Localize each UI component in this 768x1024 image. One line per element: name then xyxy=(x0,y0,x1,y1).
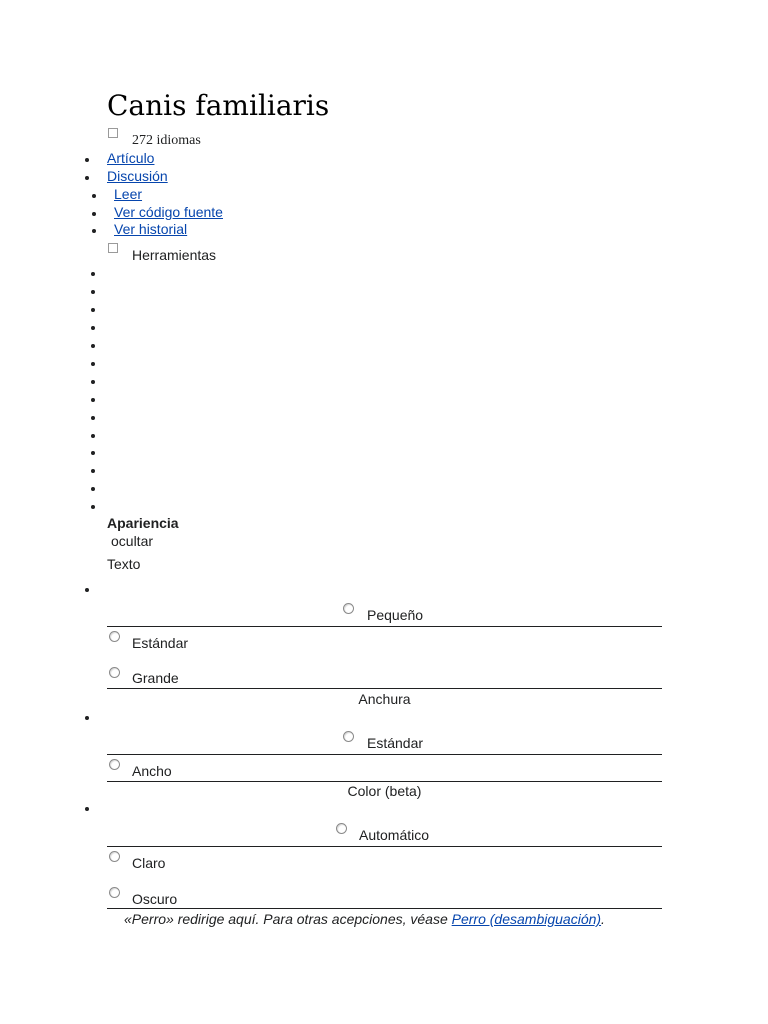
tools-list-item xyxy=(91,290,95,294)
text-size-standard-radio[interactable] xyxy=(109,631,120,642)
languages-checkbox[interactable] xyxy=(108,128,118,138)
text-size-small-radio[interactable] xyxy=(343,603,354,614)
color-light-radio[interactable] xyxy=(109,851,120,862)
bullet xyxy=(92,194,96,198)
divider xyxy=(107,846,662,847)
text-size-heading: Texto xyxy=(107,556,141,572)
tools-list-item xyxy=(91,380,95,384)
color-heading: Color (beta) xyxy=(347,783,422,799)
color-dark-label[interactable]: Oscuro xyxy=(132,891,178,907)
tools-list-item xyxy=(91,308,95,312)
bullet xyxy=(92,229,96,233)
disambiguation-link[interactable]: Perro (desambiguación) xyxy=(451,911,602,927)
width-standard-label[interactable]: Estándar xyxy=(367,735,424,751)
tab-article[interactable]: Artículo xyxy=(107,150,155,166)
divider xyxy=(107,754,662,755)
bullet xyxy=(85,588,89,592)
hatnote-suffix: . xyxy=(601,911,605,927)
tab-view-history[interactable]: Ver historial xyxy=(114,221,188,237)
text-size-standard-label[interactable]: Estándar xyxy=(132,635,189,651)
color-dark-radio[interactable] xyxy=(109,887,120,898)
tab-read[interactable]: Leer xyxy=(114,186,143,202)
color-light-label[interactable]: Claro xyxy=(132,855,166,871)
hatnote xyxy=(124,910,605,928)
tools-list-item xyxy=(91,344,95,348)
tools-list-item xyxy=(91,505,95,509)
tools-label[interactable]: Herramientas xyxy=(132,247,217,263)
divider xyxy=(107,908,662,909)
tools-list-item xyxy=(91,487,95,491)
tools-list-item xyxy=(91,398,95,402)
width-wide-radio[interactable] xyxy=(109,759,120,770)
color-auto-label[interactable]: Automático xyxy=(359,827,430,843)
tools-checkbox[interactable] xyxy=(108,243,118,253)
tools-list-item xyxy=(91,469,95,473)
tools-list-item xyxy=(91,416,95,420)
appearance-hide-button[interactable]: ocultar xyxy=(111,533,154,549)
color-auto-radio[interactable] xyxy=(336,823,347,834)
tools-list-item xyxy=(91,272,95,276)
divider xyxy=(107,688,662,689)
bullet xyxy=(92,212,96,216)
tools-list-item xyxy=(91,434,95,438)
text-size-large-label[interactable]: Grande xyxy=(132,670,179,686)
tools-list-item xyxy=(91,326,95,330)
page-title: Canis familiaris xyxy=(107,89,330,122)
text-size-small-label[interactable]: Pequeño xyxy=(367,607,424,623)
text-size-large-radio[interactable] xyxy=(109,667,120,678)
width-wide-label[interactable]: Ancho xyxy=(132,763,172,779)
bullet xyxy=(85,158,89,162)
width-standard-radio[interactable] xyxy=(343,731,354,742)
bullet xyxy=(85,807,89,811)
width-heading: Anchura xyxy=(358,691,411,707)
tab-discussion[interactable]: Discusión xyxy=(107,168,168,184)
hatnote-text: «Perro» redirige aquí. Para otras acepciones, véase xyxy=(124,911,452,927)
bullet xyxy=(85,176,89,180)
tools-list-item xyxy=(91,362,95,366)
divider xyxy=(107,626,662,627)
tools-list-item xyxy=(91,451,95,455)
languages-label[interactable]: 272 idiomas xyxy=(132,133,201,148)
bullet xyxy=(85,716,89,720)
tab-view-source[interactable]: Ver código fuente xyxy=(114,204,223,220)
appearance-heading: Apariencia xyxy=(107,515,179,531)
